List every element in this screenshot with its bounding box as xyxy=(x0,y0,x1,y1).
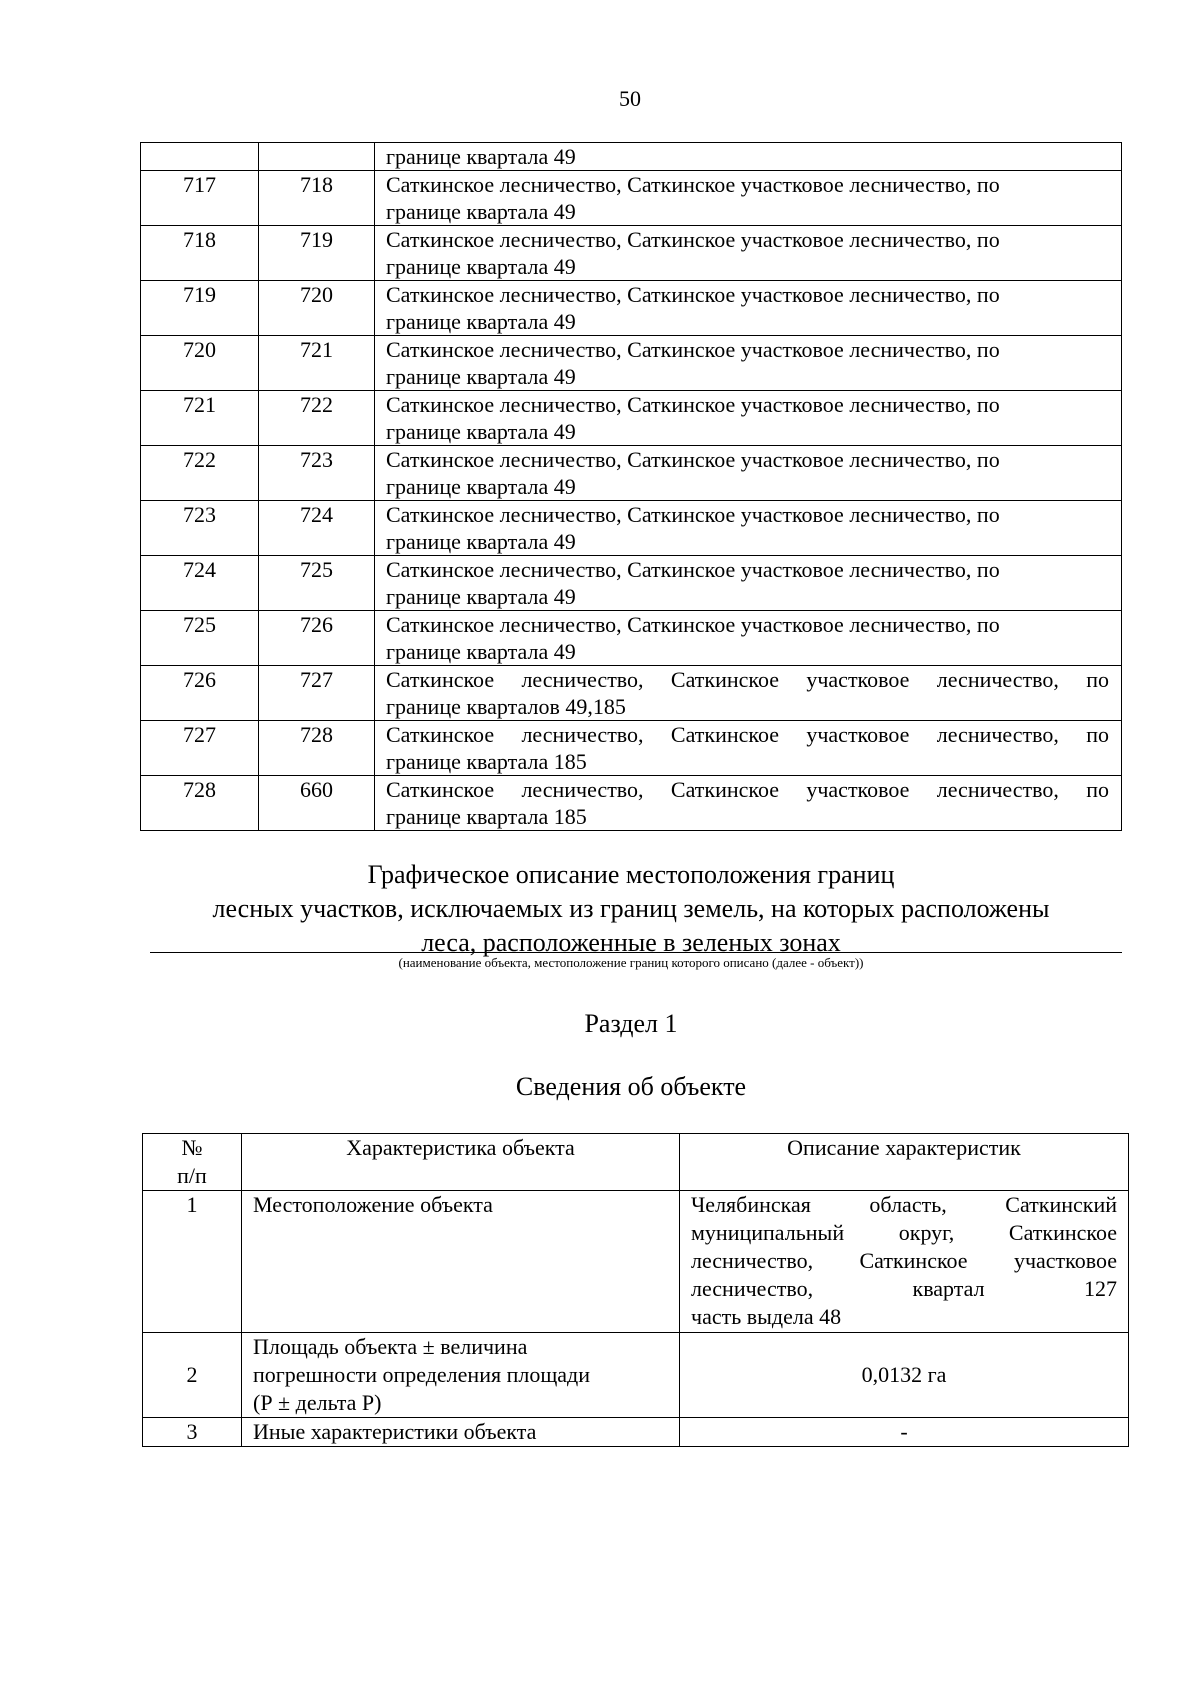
from-point-cell: 726 xyxy=(141,666,259,721)
table-row xyxy=(141,556,1122,611)
header-characteristic-cell: Характеристика объекта xyxy=(242,1134,680,1191)
description-line: Саткинское лесничество, Саткинское участковое лесничество, по xyxy=(386,337,1000,362)
to-point-cell: 723 xyxy=(259,446,375,501)
table-row xyxy=(141,391,1122,446)
description-line: границе квартала 49 xyxy=(386,254,576,279)
description-line: границе квартала 49 xyxy=(386,639,576,664)
description-line: Саткинское лесничество, Саткинское участковое лесничество, по xyxy=(386,722,1109,747)
characteristic-line: погрешности определения площади xyxy=(253,1362,591,1387)
description-cell: - xyxy=(680,1418,1129,1447)
description-line: Челябинская область, Саткинский xyxy=(691,1192,1117,1217)
boundary-description-cell xyxy=(375,336,1122,391)
characteristic-cell: Местоположение объекта xyxy=(242,1191,680,1333)
boundary-description-cell: границе квартала 49 xyxy=(375,143,1122,171)
from-point-cell: 724 xyxy=(141,556,259,611)
table-row xyxy=(141,446,1122,501)
characteristic-line: (Р ± дельта Р) xyxy=(253,1390,382,1415)
title-caption: (наименование объекта, местоположение границ которого описано (далее - объект)) xyxy=(398,955,864,970)
description-line: границе квартала 49 xyxy=(386,529,576,554)
from-point-cell: 727 xyxy=(141,721,259,776)
to-point-cell: 724 xyxy=(259,501,375,556)
to-point-cell: 725 xyxy=(259,556,375,611)
subsection-heading: Сведения об объекте xyxy=(515,1072,747,1101)
object-info-table xyxy=(142,1133,1129,1447)
from-point-cell: 728 xyxy=(141,776,259,831)
description-line: границе квартала 49 xyxy=(386,419,576,444)
description-line: границе квартала 49 xyxy=(386,474,576,499)
boundary-description-cell xyxy=(375,501,1122,556)
from-point-cell: 718 xyxy=(141,226,259,281)
description-line: часть выдела 48 xyxy=(691,1304,842,1329)
table-row xyxy=(141,501,1122,556)
description-line: границе квартала 185 xyxy=(386,804,587,829)
boundary-description-cell xyxy=(375,446,1122,501)
to-point-cell: 718 xyxy=(259,171,375,226)
boundary-description-cell xyxy=(375,721,1122,776)
from-point-cell: 717 xyxy=(141,171,259,226)
description-line: границе квартала 49 xyxy=(386,199,576,224)
to-point-cell: 720 xyxy=(259,281,375,336)
row-num-cell: 3 xyxy=(143,1418,242,1447)
table-row xyxy=(141,226,1122,281)
header-description-cell: Описание характеристик xyxy=(680,1134,1129,1191)
table-row xyxy=(143,1191,1129,1333)
to-point-cell xyxy=(259,143,375,171)
table-row xyxy=(143,1333,1129,1418)
from-point-cell xyxy=(141,143,259,171)
to-point-cell: 721 xyxy=(259,336,375,391)
table-row xyxy=(141,611,1122,666)
section-heading: Раздел 1 xyxy=(584,1009,678,1038)
header-num-symbol: № xyxy=(181,1135,203,1160)
to-point-cell: 660 xyxy=(259,776,375,831)
characteristic-cell xyxy=(242,1333,680,1418)
description-line: Саткинское лесничество, Саткинское участковое лесничество, по xyxy=(386,667,1109,692)
to-point-cell: 726 xyxy=(259,611,375,666)
from-point-cell: 725 xyxy=(141,611,259,666)
table-header-row xyxy=(143,1134,1129,1191)
description-line: Саткинское лесничество, Саткинское участковое лесничество, по xyxy=(386,612,1000,637)
table-row xyxy=(141,143,1122,171)
description-line: границе квартала 49 xyxy=(386,584,576,609)
description-line: Саткинское лесничество, Саткинское участковое лесничество, по xyxy=(386,777,1109,802)
characteristic-cell: Иные характеристики объекта xyxy=(242,1418,680,1447)
description-line: Саткинское лесничество, Саткинское участковое лесничество, по xyxy=(386,557,1000,582)
table-row xyxy=(141,776,1122,831)
boundary-description-cell xyxy=(375,556,1122,611)
row-num-cell: 1 xyxy=(143,1191,242,1333)
boundary-description-cell xyxy=(375,776,1122,831)
boundary-description-cell xyxy=(375,391,1122,446)
description-line: Саткинское лесничество, Саткинское участковое лесничество, по xyxy=(386,172,1000,197)
boundary-description-cell xyxy=(375,666,1122,721)
to-point-cell: 727 xyxy=(259,666,375,721)
table-row xyxy=(141,666,1122,721)
description-line: границе квартала 49 xyxy=(386,364,576,389)
description-cell xyxy=(680,1191,1129,1333)
description-cell: 0,0132 га xyxy=(680,1333,1129,1418)
title-line: лесных участков, исключаемых из границ земель, на которых расположены xyxy=(212,894,1050,923)
from-point-cell: 719 xyxy=(141,281,259,336)
description-line: лесничество, Саткинское участковое xyxy=(691,1248,1117,1273)
header-num-cell xyxy=(143,1134,242,1191)
table-row xyxy=(141,721,1122,776)
description-line: границе квартала 49 xyxy=(386,309,576,334)
description-line: Саткинское лесничество, Саткинское участковое лесничество, по xyxy=(386,447,1000,472)
from-point-cell: 722 xyxy=(141,446,259,501)
title-line: леса, расположенные в зеленых зонах xyxy=(421,928,841,957)
table-row xyxy=(141,281,1122,336)
title-line: Графическое описание местоположения границ xyxy=(367,860,895,889)
table-row xyxy=(141,336,1122,391)
from-point-cell: 723 xyxy=(141,501,259,556)
boundary-description-cell xyxy=(375,226,1122,281)
from-point-cell: 721 xyxy=(141,391,259,446)
description-line: муниципальный округ, Саткинское xyxy=(691,1220,1117,1245)
table-row xyxy=(143,1418,1129,1447)
to-point-cell: 728 xyxy=(259,721,375,776)
page-number: 50 xyxy=(619,86,641,111)
title-underline xyxy=(150,952,1122,953)
description-line: Саткинское лесничество, Саткинское участковое лесничество, по xyxy=(386,392,1000,417)
description-line: Саткинское лесничество, Саткинское участковое лесничество, по xyxy=(386,502,1000,527)
description-line: лесничество, квартал 127 xyxy=(691,1276,1117,1301)
to-point-cell: 719 xyxy=(259,226,375,281)
from-point-cell: 720 xyxy=(141,336,259,391)
boundary-description-cell xyxy=(375,171,1122,226)
boundary-description-cell xyxy=(375,611,1122,666)
row-num-cell: 2 xyxy=(143,1333,242,1418)
description-line: границе кварталов 49,185 xyxy=(386,694,626,719)
characteristic-line: Площадь объекта ± величина xyxy=(253,1334,528,1359)
header-num-abbrev: п/п xyxy=(177,1163,207,1188)
to-point-cell: 722 xyxy=(259,391,375,446)
boundary-description-cell xyxy=(375,281,1122,336)
description-line: Саткинское лесничество, Саткинское участковое лесничество, по xyxy=(386,227,1000,252)
document-title xyxy=(140,858,1122,960)
description-line: границе квартала 185 xyxy=(386,749,587,774)
boundary-description-table xyxy=(140,142,1122,831)
table-row xyxy=(141,171,1122,226)
description-line: Саткинское лесничество, Саткинское участковое лесничество, по xyxy=(386,282,1000,307)
